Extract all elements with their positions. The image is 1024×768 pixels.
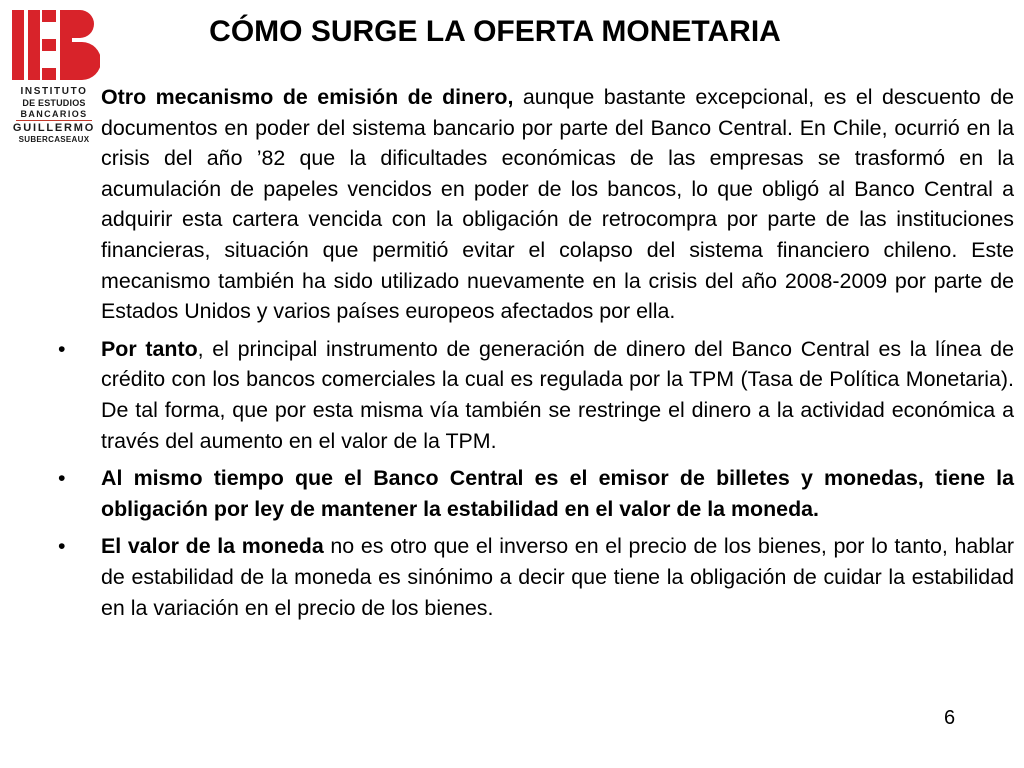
bullet-lead-text: Al mismo tiempo que el Banco Central es el emisor de billetes y monedas, tiene la obligación por ley de mantener la estabilidad en el valor de la moneda. — [101, 466, 1014, 521]
logo-letter-e-middle-bar-shape — [42, 39, 56, 51]
bullet-body-text: aunque bastante excepcional, es el descuento de documentos en poder del sistema bancario por parte del Banco Central. En Chile, ocurrió en la crisis del año ’82 que la dificultades económicas de las empresas se trasformó en la acumulación de papeles vencidos en poder de los bancos, lo que obligó al Banco Central a adquirir esta cartera vencida con la obligación de retrocompra por parte de las instituciones financieras, situación que permitió evitar el colapso del sistema financiero chileno. Este mecanismo también ha sido utilizado nuevamente en la crisis del año 2008-2009 por parte de Estados Unidos y varios países europeos afectados por ella. — [101, 85, 1014, 324]
slide-title: CÓMO SURGE LA OFERTA MONETARIA — [209, 15, 781, 48]
bullet-lead-text: Otro mecanismo de emisión de dinero, — [101, 85, 514, 109]
bullet-lead-text: El valor de la moneda — [101, 534, 324, 559]
page-number: 6 — [944, 707, 956, 729]
logo-letter-b-stem-shape — [60, 10, 72, 80]
bullet-lead-text: Por tanto — [101, 336, 198, 361]
bullet-item-1 — [58, 82, 1014, 327]
logo-letter-i-shape — [12, 10, 24, 80]
logo-letter-e-bottom-bar-shape — [42, 68, 56, 80]
logo-text-line-1: INSTITUTO — [20, 86, 88, 97]
logo-text-line-4: GUILLERMO — [12, 122, 96, 134]
ieb-logo-mark-icon — [8, 6, 100, 84]
bullet-marker: • — [58, 336, 66, 361]
logo-text-line-3: BANCARIOS — [20, 109, 88, 119]
bullet-item-3 — [58, 463, 1014, 524]
logo-text-line-5: SUBERCASEAUX — [18, 135, 90, 144]
logo-text-line-2: DE ESTUDIOS — [22, 98, 86, 108]
bullet-item-2 — [58, 334, 1014, 456]
logo-letter-e-top-bar-shape — [42, 10, 56, 22]
bullet-list — [58, 82, 1014, 630]
bullet-body-text: no es otro que el inverso en el precio de los bienes, por lo tanto, hablar de estabilidad de la moneda es sinónimo a decir que tiene la obligación de cuidar la estabilidad en la variación en el precio de los bienes. — [101, 534, 1014, 620]
bullet-item-4 — [58, 531, 1014, 623]
logo-letter-e-stem-shape — [28, 10, 40, 80]
bullet-marker: • — [58, 534, 66, 559]
bullet-marker: • — [58, 466, 66, 491]
bullet-body-text: , el principal instrumento de generación de dinero del Banco Central es la línea de crédito con los bancos comerciales la cual es regulada por la TPM (Tasa de Política Monetaria). De tal forma, que por esta misma vía también se restringe el dinero a la actividad económica a través del aumento en el valor de la TPM. — [101, 336, 1014, 453]
logo-letter-b-bowls-shape — [72, 10, 100, 80]
